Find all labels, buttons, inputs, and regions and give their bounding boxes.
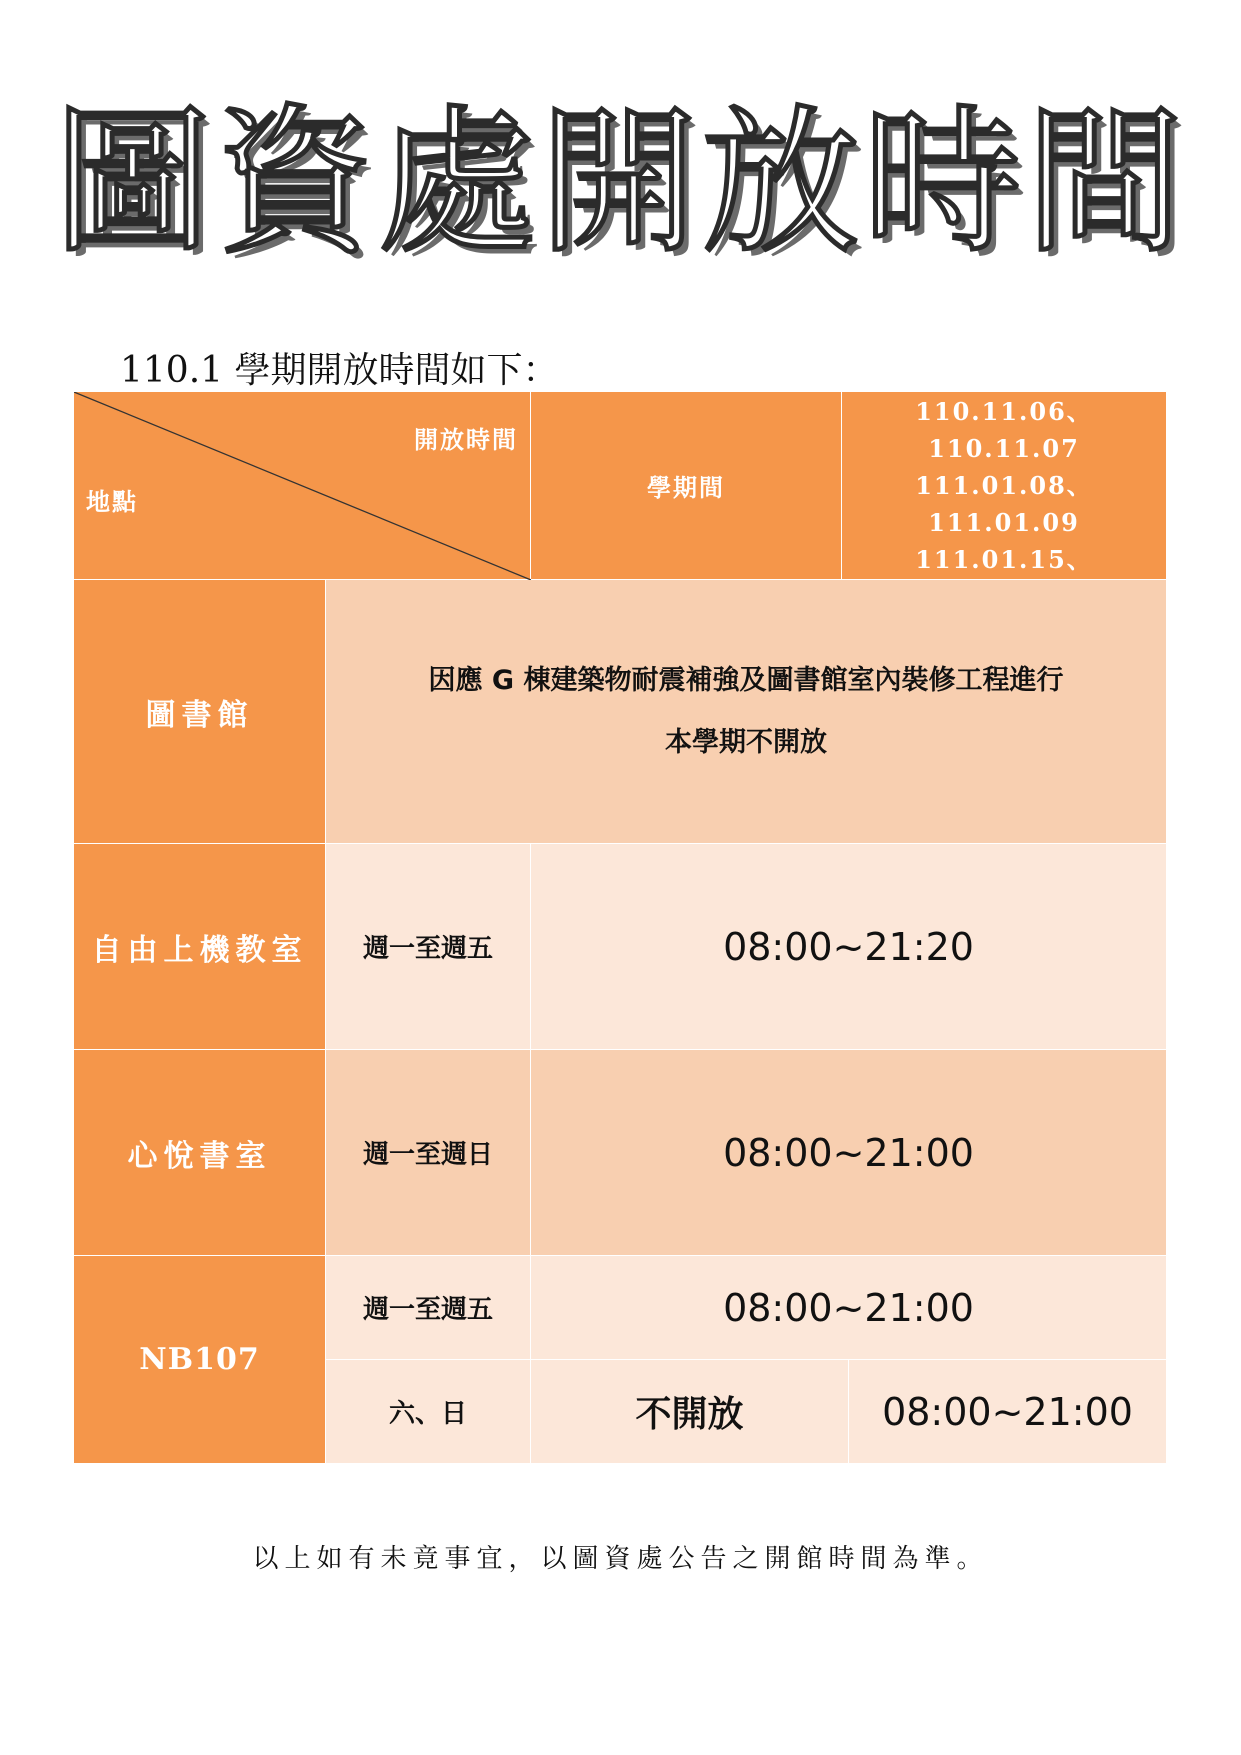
location-computer-lab	[74, 844, 326, 1050]
exam-week-header-cell	[842, 360, 1167, 580]
nb107-weekend-days-cell	[326, 1360, 531, 1464]
library-notice-line1: 因應 G 棟建築物耐震補強及圖書館室內裝修工程進行	[428, 664, 1064, 696]
nb107-weekend-semester: 不開放	[635, 1394, 744, 1435]
nb107-weekend-exam-cell	[849, 1360, 1167, 1464]
reading-room-time-cell	[531, 1050, 1167, 1256]
page-title: 圖資處開放時間	[53, 91, 1188, 275]
computer-lab-time: 08:00~21:20	[723, 924, 974, 969]
library-notice-line2: 本學期不開放	[665, 726, 827, 758]
corner-header-cell	[74, 392, 531, 580]
nb107-weekday-days: 週一至週五	[362, 1295, 493, 1325]
location-library	[74, 580, 326, 844]
corner-label-location: 地點	[86, 487, 138, 516]
exam-week-dates-2: 111.01.08、111.01.09	[915, 471, 1093, 537]
computer-lab-name: 自由上機教室	[91, 932, 308, 968]
exam-week-dates-3: 111.01.15、	[915, 545, 1093, 574]
semester-header-label: 學期間	[647, 473, 725, 502]
computer-lab-days: 週一至週五	[362, 934, 493, 964]
nb107-weekend-semester-cell	[531, 1360, 849, 1464]
reading-room-name: 心悅書室	[127, 1138, 272, 1174]
nb107-weekday-time: 08:00~21:00	[723, 1285, 974, 1330]
reading-room-days-cell	[326, 1050, 531, 1256]
computer-lab-time-cell	[531, 844, 1167, 1050]
exam-week-label: 考前一周	[952, 360, 1056, 389]
exam-week-dates-1: 110.11.06、110.11.07	[915, 397, 1093, 463]
computer-lab-days-cell	[326, 844, 531, 1050]
location-nb107	[74, 1256, 326, 1464]
nb107-name: NB107	[139, 1342, 260, 1377]
nb107-weekday-time-cell	[531, 1256, 1167, 1360]
semester-subtitle: 110.1 學期開放時間如下：	[120, 350, 559, 391]
location-reading-room	[74, 1050, 326, 1256]
corner-label-hours: 開放時間	[414, 425, 518, 454]
library-notice-cell	[326, 580, 1167, 844]
semester-header-cell	[531, 392, 842, 580]
nb107-weekday-days-cell	[326, 1256, 531, 1360]
footer-note: 以上如有未竟事宜，以圖資處公告之開館時間為準。	[252, 1544, 989, 1574]
nb107-weekend-exam: 08:00~21:00	[882, 1389, 1133, 1434]
reading-room-time: 08:00~21:00	[723, 1130, 974, 1175]
nb107-weekend-days: 六、日	[388, 1399, 467, 1429]
reading-room-days: 週一至週日	[362, 1140, 493, 1170]
library-name: 圖書館	[145, 697, 254, 733]
